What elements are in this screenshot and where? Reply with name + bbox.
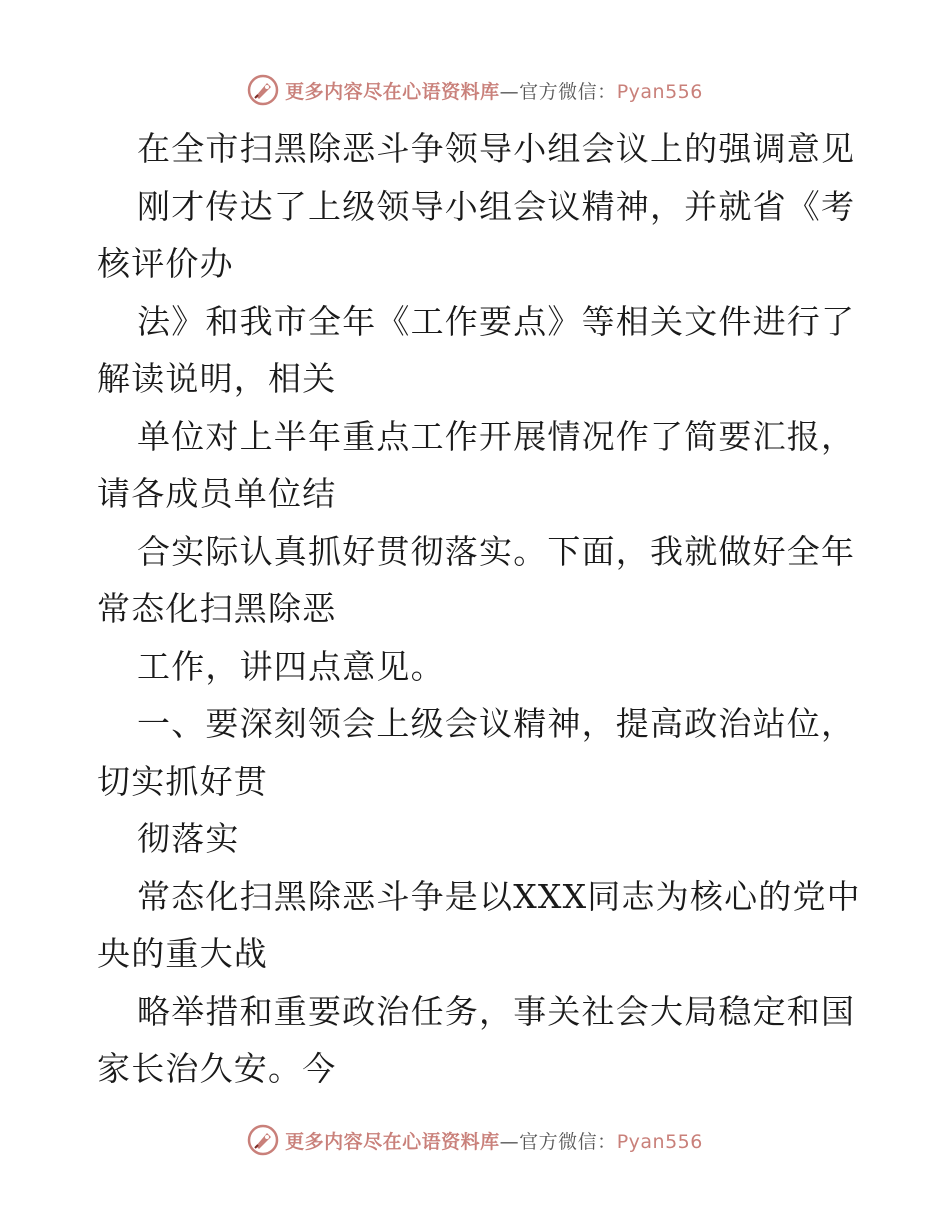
watermark-brand: 更多内容尽在心语资料库	[285, 1130, 500, 1153]
document-line: 家长治久安。今	[97, 1049, 337, 1088]
watermark-text	[285, 77, 703, 104]
watermark-separator: —	[499, 80, 520, 103]
watermark-text	[285, 1127, 703, 1154]
watermark-wechat-id: Pyan556	[616, 1130, 703, 1153]
document-line: 合实际认真抓好贯彻落实。下面，我就做好全年	[137, 531, 856, 571]
watermark-separator: —	[499, 1130, 520, 1153]
watermark-brand: 更多内容尽在心语资料库	[285, 80, 500, 103]
document-line: 在全市扫黑除恶斗争领导小组会议上的强调意见	[137, 129, 856, 168]
document-line: 常态化扫黑除恶	[97, 589, 337, 628]
document-line: 刚才传达了上级领导小组会议精神，并就省《考	[137, 186, 856, 226]
document-line: 请各成员单位结	[97, 474, 337, 513]
document-line: 法》和我市全年《工作要点》等相关文件进行了	[137, 301, 856, 341]
pen-nib-logo-icon	[247, 74, 279, 106]
watermark-wechat-id: Pyan556	[616, 80, 703, 103]
pen-nib-logo-icon	[247, 1124, 279, 1156]
document-line: 工作，讲四点意见。	[137, 646, 445, 686]
document-line: 一、要深刻领会上级会议精神，提高政治站位，	[137, 704, 856, 743]
document-line: 核评价办	[97, 244, 234, 283]
document-body	[97, 120, 861, 1098]
footer-watermark	[0, 1120, 950, 1160]
header-watermark	[0, 70, 950, 110]
document-line: 央的重大战	[97, 934, 268, 973]
document-line: 略举措和重要政治任务，事关社会大局稳定和国	[137, 991, 856, 1031]
document-line: 单位对上半年重点工作开展情况作了简要汇报，	[137, 416, 856, 456]
watermark-wechat-label: 官方微信：	[519, 1130, 617, 1153]
watermark-wechat-label: 官方微信：	[519, 80, 617, 103]
document-line: 解读说明，相关	[97, 359, 337, 398]
document-line: 彻落实	[137, 819, 240, 858]
document-line: 常态化扫黑除恶斗争是以XXX同志为核心的党中	[137, 876, 861, 916]
document-line: 切实抓好贯	[97, 761, 268, 801]
